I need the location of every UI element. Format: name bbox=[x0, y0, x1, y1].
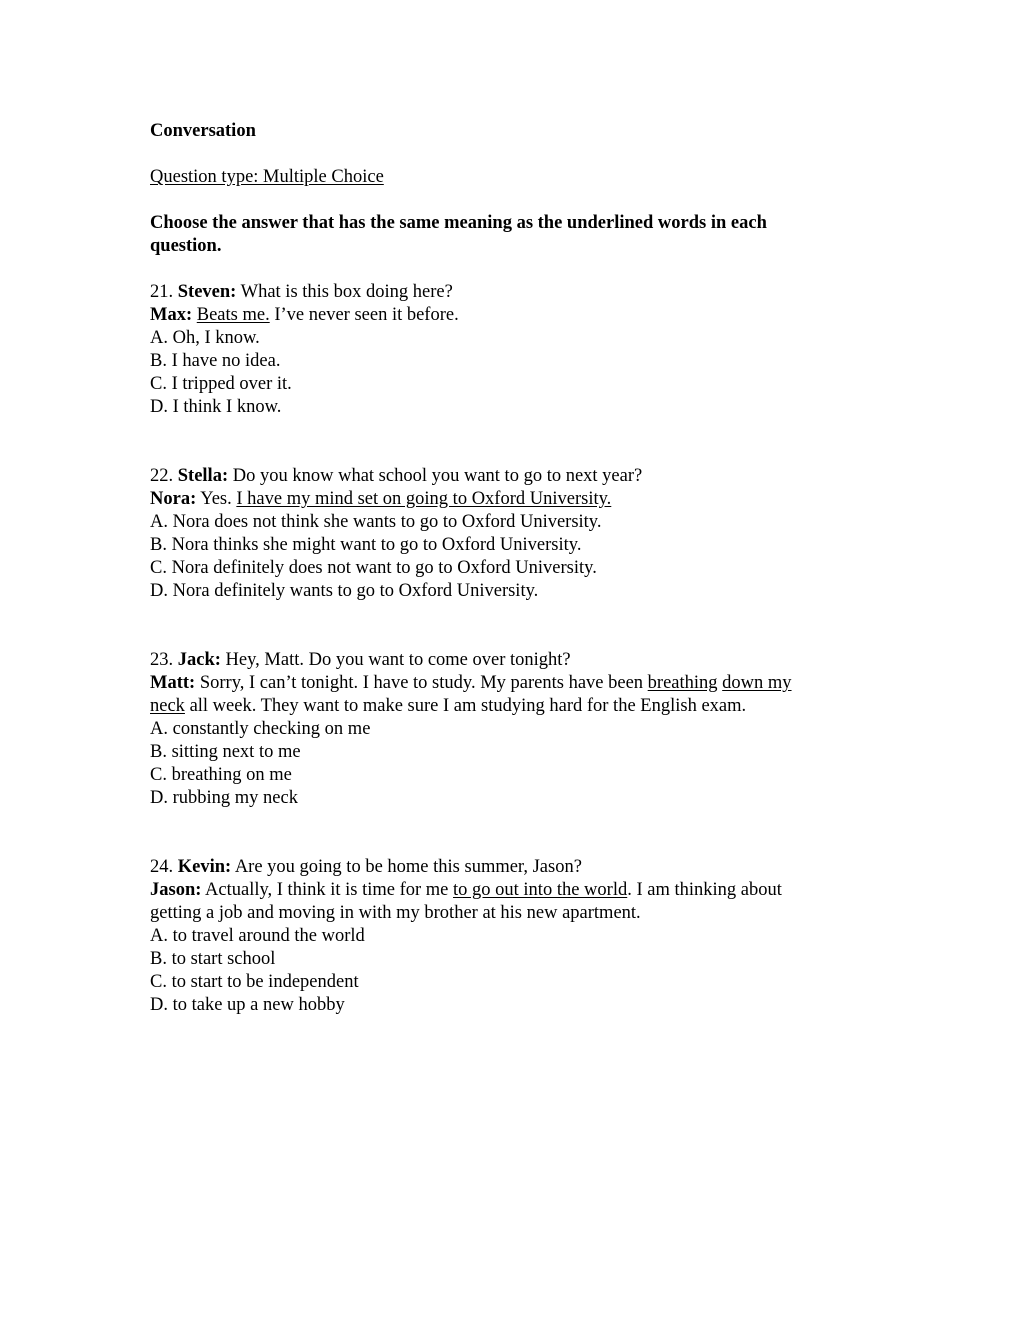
speaker-name: Stella: bbox=[177, 466, 229, 486]
worksheet-page bbox=[150, 120, 870, 1017]
response-line bbox=[150, 672, 870, 695]
speaker-name: Matt: bbox=[150, 673, 196, 693]
speaker-name: Steven: bbox=[177, 282, 237, 302]
question-22 bbox=[150, 465, 870, 603]
answer-option: C. to start to be independent bbox=[150, 972, 359, 992]
instructions-line-1: Choose the answer that has the same meaning as the underlined words in each bbox=[150, 213, 767, 233]
response-text: I’ve never seen it before. bbox=[274, 305, 459, 325]
speaker-name: Max: bbox=[150, 305, 193, 325]
question-21 bbox=[150, 281, 870, 419]
answer-option: D. I think I know. bbox=[150, 397, 282, 417]
response-text: Actually, I think it is time for me bbox=[205, 880, 449, 900]
page-title: Conversation bbox=[150, 121, 256, 141]
underlined-phrase: breathing bbox=[647, 673, 718, 693]
response-text: all week. They want to make sure I am studying hard for the English exam. bbox=[189, 696, 747, 716]
response-line-continued: getting a job and moving in with my brother at his new apartment. bbox=[150, 903, 641, 923]
question-24 bbox=[150, 856, 870, 1017]
question-number: 23. bbox=[150, 650, 174, 670]
answer-option: B. to start school bbox=[150, 949, 276, 969]
underlined-phrase: neck bbox=[150, 696, 185, 716]
response-text: . I am thinking about bbox=[627, 880, 782, 900]
answer-option: D. rubbing my neck bbox=[150, 788, 298, 808]
underlined-phrase: Beats me. bbox=[196, 305, 270, 325]
speaker-name: Nora: bbox=[150, 489, 197, 509]
question-number: 24. bbox=[150, 857, 174, 877]
answer-option: A. Oh, I know. bbox=[150, 328, 260, 348]
question-prompt bbox=[150, 281, 870, 304]
response-line bbox=[150, 304, 870, 327]
question-type bbox=[150, 166, 870, 189]
instructions-line-2: question. bbox=[150, 236, 222, 256]
speaker-line: Hey, Matt. Do you want to come over tonight? bbox=[225, 650, 571, 670]
response-line bbox=[150, 879, 870, 902]
underlined-phrase: to go out into the world bbox=[453, 880, 628, 900]
answer-option: B. I have no idea. bbox=[150, 351, 281, 371]
underlined-phrase: I have my mind set on going to Oxford University. bbox=[236, 489, 612, 509]
response-text: Sorry, I can’t tonight. I have to study. My parents have been bbox=[199, 673, 644, 693]
question-prompt bbox=[150, 856, 870, 879]
response-line bbox=[150, 488, 870, 511]
speaker-name: Jack: bbox=[177, 650, 221, 670]
answer-option: A. Nora does not think she wants to go to Oxford University. bbox=[150, 512, 602, 532]
answer-option: A. to travel around the world bbox=[150, 926, 365, 946]
answer-option: B. Nora thinks she might want to go to Oxford University. bbox=[150, 535, 582, 555]
underlined-phrase: down my bbox=[722, 673, 792, 693]
response-text: Yes. bbox=[200, 489, 232, 509]
speaker-name: Jason: bbox=[150, 880, 202, 900]
question-number: 22. bbox=[150, 466, 174, 486]
response-line-continued bbox=[150, 695, 870, 718]
question-type-text: Question type: Multiple Choice bbox=[150, 167, 384, 187]
speaker-line: Do you know what school you want to go to next year? bbox=[232, 466, 643, 486]
question-prompt bbox=[150, 649, 870, 672]
question-number: 21. bbox=[150, 282, 174, 302]
question-prompt bbox=[150, 465, 870, 488]
answer-option: D. Nora definitely wants to go to Oxford University. bbox=[150, 581, 539, 601]
answer-option: C. Nora definitely does not want to go to Oxford University. bbox=[150, 558, 597, 578]
answer-option: A. constantly checking on me bbox=[150, 719, 371, 739]
answer-option: C. I tripped over it. bbox=[150, 374, 292, 394]
speaker-line: Are you going to be home this summer, Jason? bbox=[234, 857, 582, 877]
answer-option: B. sitting next to me bbox=[150, 742, 301, 762]
answer-option: C. breathing on me bbox=[150, 765, 292, 785]
speaker-line: What is this box doing here? bbox=[240, 282, 453, 302]
answer-option: D. to take up a new hobby bbox=[150, 995, 345, 1015]
speaker-name: Kevin: bbox=[177, 857, 232, 877]
question-23 bbox=[150, 649, 870, 810]
